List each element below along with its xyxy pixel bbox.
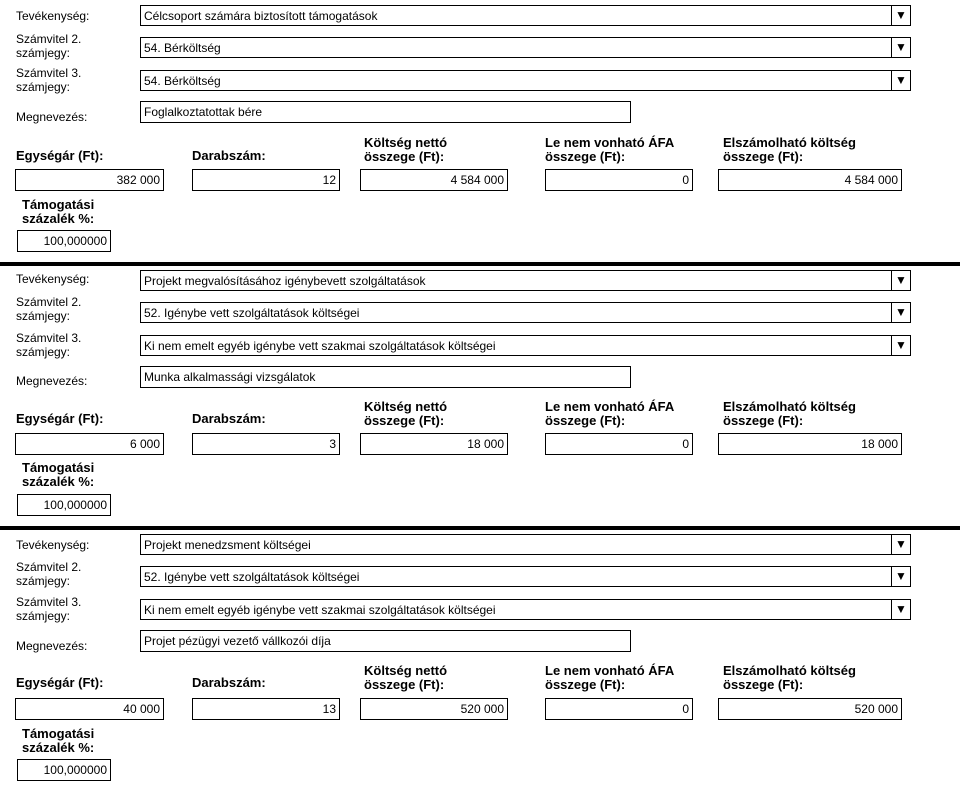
tamogatasi-input[interactable]: 100,000000 xyxy=(17,759,111,781)
cost-entry-3 xyxy=(0,529,960,793)
egysegar-label: Egységár (Ft): xyxy=(16,411,104,426)
megnevezes-label: Megnevezés: xyxy=(16,374,88,388)
dropdown-arrow-icon[interactable]: ▼ xyxy=(891,271,910,290)
megnevezes-input[interactable]: Munka alkalmassági vizsgálatok xyxy=(140,366,631,388)
koltseg-netto-input[interactable]: 18 000 xyxy=(360,433,508,455)
tamogatasi-input[interactable]: 100,000000 xyxy=(17,230,111,252)
szamvitel3-label: Számvitel 3. számjegy: xyxy=(16,66,82,94)
koltseg-netto-input[interactable]: 520 000 xyxy=(360,698,508,720)
megnevezes-label: Megnevezés: xyxy=(16,110,88,124)
tevekenyseg-label: Tevékenység: xyxy=(16,9,90,23)
elszamolhato-label: Elszámolható költség összege (Ft): xyxy=(723,135,856,164)
tevekenyseg-label: Tevékenység: xyxy=(16,272,90,286)
darabszam-input[interactable]: 13 xyxy=(192,698,340,720)
szamvitel2-label: Számvitel 2. számjegy: xyxy=(16,32,82,60)
szamvitel3-value: 54. Bérköltség xyxy=(144,74,221,88)
elszamolhato-input[interactable]: 520 000 xyxy=(718,698,902,720)
egysegar-input[interactable]: 40 000 xyxy=(15,698,164,720)
tamogatasi-label: Támogatási százalék %: xyxy=(22,197,95,226)
dropdown-arrow-icon[interactable]: ▼ xyxy=(891,567,910,586)
tevekenyseg-dropdown[interactable] xyxy=(140,534,911,555)
megnevezes-input[interactable]: Projet pézügyi vezető vállkozói díja xyxy=(140,630,631,652)
koltseg-netto-input[interactable]: 4 584 000 xyxy=(360,169,508,191)
szamvitel3-dropdown[interactable] xyxy=(140,599,911,620)
szamvitel2-value: 52. Igénybe vett szolgáltatások költségei xyxy=(144,306,360,320)
koltseg-netto-label: Költség nettó összege (Ft): xyxy=(364,399,448,428)
cost-entry-2 xyxy=(0,265,960,529)
szamvitel2-label: Számvitel 2. számjegy: xyxy=(16,560,82,588)
megnevezes-label: Megnevezés: xyxy=(16,639,88,653)
szamvitel3-value: Ki nem emelt egyéb igénybe vett szakmai szolgáltatások költségei xyxy=(144,603,496,617)
cost-entry-1 xyxy=(0,0,960,264)
elszamolhato-input[interactable]: 4 584 000 xyxy=(718,169,902,191)
szamvitel2-value: 52. Igénybe vett szolgáltatások költségei xyxy=(144,570,360,584)
szamvitel2-label: Számvitel 2. számjegy: xyxy=(16,295,82,323)
szamvitel3-value: Ki nem emelt egyéb igénybe vett szakmai szolgáltatások költségei xyxy=(144,339,496,353)
dropdown-arrow-icon[interactable]: ▼ xyxy=(891,303,910,322)
tamogatasi-label: Támogatási százalék %: xyxy=(22,726,95,755)
le-nem-vonhato-label: Le nem vonható ÁFA összege (Ft): xyxy=(545,135,675,164)
egysegar-label: Egységár (Ft): xyxy=(16,675,104,690)
dropdown-arrow-icon[interactable]: ▼ xyxy=(891,336,910,355)
tevekenyseg-label: Tevékenység: xyxy=(16,538,90,552)
elszamolhato-label: Elszámolható költség összege (Ft): xyxy=(723,663,856,692)
darabszam-input[interactable]: 3 xyxy=(192,433,340,455)
tevekenyseg-value: Projekt megvalósításához igénybevett szolgáltatások xyxy=(144,274,426,288)
megnevezes-input[interactable]: Foglalkoztatottak bére xyxy=(140,101,631,123)
koltseg-netto-label: Költség nettó összege (Ft): xyxy=(364,135,448,164)
tevekenyseg-value: Projekt menedzsment költségei xyxy=(144,538,311,552)
egysegar-label: Egységár (Ft): xyxy=(16,148,104,163)
szamvitel2-value: 54. Bérköltség xyxy=(144,41,221,55)
szamvitel3-dropdown[interactable] xyxy=(140,335,911,356)
tamogatasi-label: Támogatási százalék %: xyxy=(22,460,95,489)
szamvitel2-dropdown[interactable] xyxy=(140,37,911,58)
le-nem-vonhato-label: Le nem vonható ÁFA összege (Ft): xyxy=(545,663,675,692)
egysegar-input[interactable]: 382 000 xyxy=(15,169,164,191)
darabszam-input[interactable]: 12 xyxy=(192,169,340,191)
egysegar-input[interactable]: 6 000 xyxy=(15,433,164,455)
le-nem-vonhato-input[interactable]: 0 xyxy=(545,698,693,720)
szamvitel3-label: Számvitel 3. számjegy: xyxy=(16,595,82,623)
darabszam-label: Darabszám: xyxy=(192,675,266,690)
elszamolhato-label: Elszámolható költség összege (Ft): xyxy=(723,399,856,428)
szamvitel2-dropdown[interactable] xyxy=(140,302,911,323)
darabszam-label: Darabszám: xyxy=(192,148,266,163)
tevekenyseg-dropdown[interactable] xyxy=(140,5,911,26)
elszamolhato-input[interactable]: 18 000 xyxy=(718,433,902,455)
tevekenyseg-value: Célcsoport számára biztosított támogatások xyxy=(144,9,378,23)
tevekenyseg-dropdown[interactable] xyxy=(140,270,911,291)
szamvitel3-label: Számvitel 3. számjegy: xyxy=(16,331,82,359)
le-nem-vonhato-input[interactable]: 0 xyxy=(545,169,693,191)
dropdown-arrow-icon[interactable]: ▼ xyxy=(891,38,910,57)
le-nem-vonhato-label: Le nem vonható ÁFA összege (Ft): xyxy=(545,399,675,428)
dropdown-arrow-icon[interactable]: ▼ xyxy=(891,6,910,25)
szamvitel3-dropdown[interactable] xyxy=(140,70,911,91)
tamogatasi-input[interactable]: 100,000000 xyxy=(17,494,111,516)
le-nem-vonhato-input[interactable]: 0 xyxy=(545,433,693,455)
darabszam-label: Darabszám: xyxy=(192,411,266,426)
dropdown-arrow-icon[interactable]: ▼ xyxy=(891,71,910,90)
dropdown-arrow-icon[interactable]: ▼ xyxy=(891,600,910,619)
koltseg-netto-label: Költség nettó összege (Ft): xyxy=(364,663,448,692)
dropdown-arrow-icon[interactable]: ▼ xyxy=(891,535,910,554)
szamvitel2-dropdown[interactable] xyxy=(140,566,911,587)
